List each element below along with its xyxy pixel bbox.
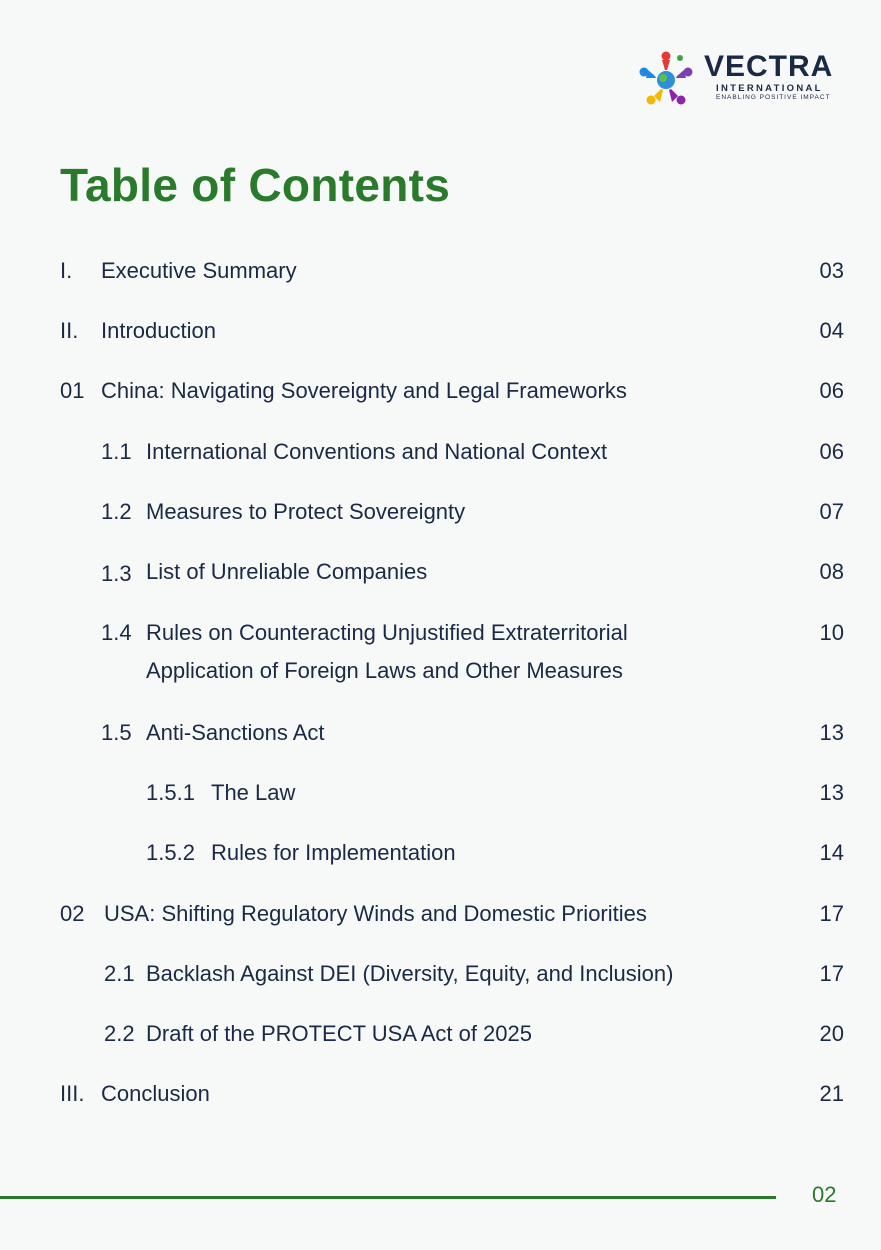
toc-entry-page: 13 (819, 780, 844, 805)
brand-name: VECTRA (704, 50, 834, 83)
toc-entry-page: 17 (819, 961, 844, 986)
toc-entry-number: 2.2 (104, 1021, 135, 1046)
toc-entry-number: 1.4 (101, 620, 132, 645)
toc-entry-number: III. (60, 1081, 85, 1106)
brand-tagline: ENABLING POSITIVE IMPACT (716, 94, 831, 101)
toc-entry-page: 06 (819, 378, 844, 403)
page-title: Table of Contents (60, 159, 451, 211)
brand-logo (636, 48, 833, 108)
toc-entry-title: Conclusion (101, 1081, 210, 1106)
toc-entry-number: 1.5.2 (146, 840, 195, 865)
toc-entry-page: 04 (819, 318, 844, 343)
toc-entry-page: 03 (819, 258, 844, 283)
brand-subtitle: INTERNATIONAL (716, 83, 823, 94)
toc-entry-number: 01 (60, 378, 85, 403)
toc-entry-title: Draft of the PROTECT USA Act of 2025 (146, 1021, 532, 1046)
toc-entry-number: 1.5.1 (146, 780, 195, 805)
toc-entry-title: Backlash Against DEI (Diversity, Equity, and Inclusion) (146, 961, 674, 986)
toc-entry-title: The Law (211, 780, 296, 805)
toc-entry-page: 08 (819, 559, 844, 584)
toc-entry-title: USA: Shifting Regulatory Winds and Domestic Priorities (104, 901, 647, 926)
toc-entry-title: Measures to Protect Sovereignty (146, 499, 466, 524)
toc-entry-title: Rules for Implementation (211, 840, 456, 865)
toc-entry-title: Executive Summary (101, 258, 297, 283)
toc-entry-number: 2.1 (104, 961, 135, 986)
toc-entry-title: Anti-Sanctions Act (146, 720, 325, 745)
footer-divider (0, 1196, 776, 1199)
toc-entry-page: 06 (819, 439, 844, 464)
toc-entry-title: List of Unreliable Companies (146, 559, 428, 584)
toc-entry-number: 1.3 (101, 561, 132, 586)
toc-entry-number: 1.2 (101, 499, 132, 524)
toc-entry-number: I. (60, 258, 73, 283)
toc-entry-title: China: Navigating Sovereignty and Legal Frameworks (101, 378, 627, 403)
toc-entry-title: Rules on Counteracting Unjustified Extraterritorial Application of Foreign Laws and Other Measures (146, 620, 628, 683)
page-number: 02 (812, 1182, 837, 1207)
toc-entry-number: 02 (60, 901, 85, 926)
toc-entry-page: 07 (819, 499, 844, 524)
toc-entry-page: 21 (819, 1081, 844, 1106)
toc-entry-page: 10 (819, 620, 844, 645)
vectra-emblem-icon (636, 48, 696, 108)
toc-entry-title: Introduction (101, 318, 216, 343)
toc-entry-number: 1.1 (101, 439, 132, 464)
toc-entry-page: 13 (819, 720, 844, 745)
toc-entry-number: 1.5 (101, 720, 132, 745)
toc-entry-page: 20 (819, 1021, 844, 1046)
toc-entry-title: International Conventions and National Context (146, 439, 608, 464)
toc-entry-page: 17 (819, 901, 844, 926)
toc-entry-number: II. (60, 318, 79, 343)
toc-entry-page: 14 (819, 840, 844, 865)
